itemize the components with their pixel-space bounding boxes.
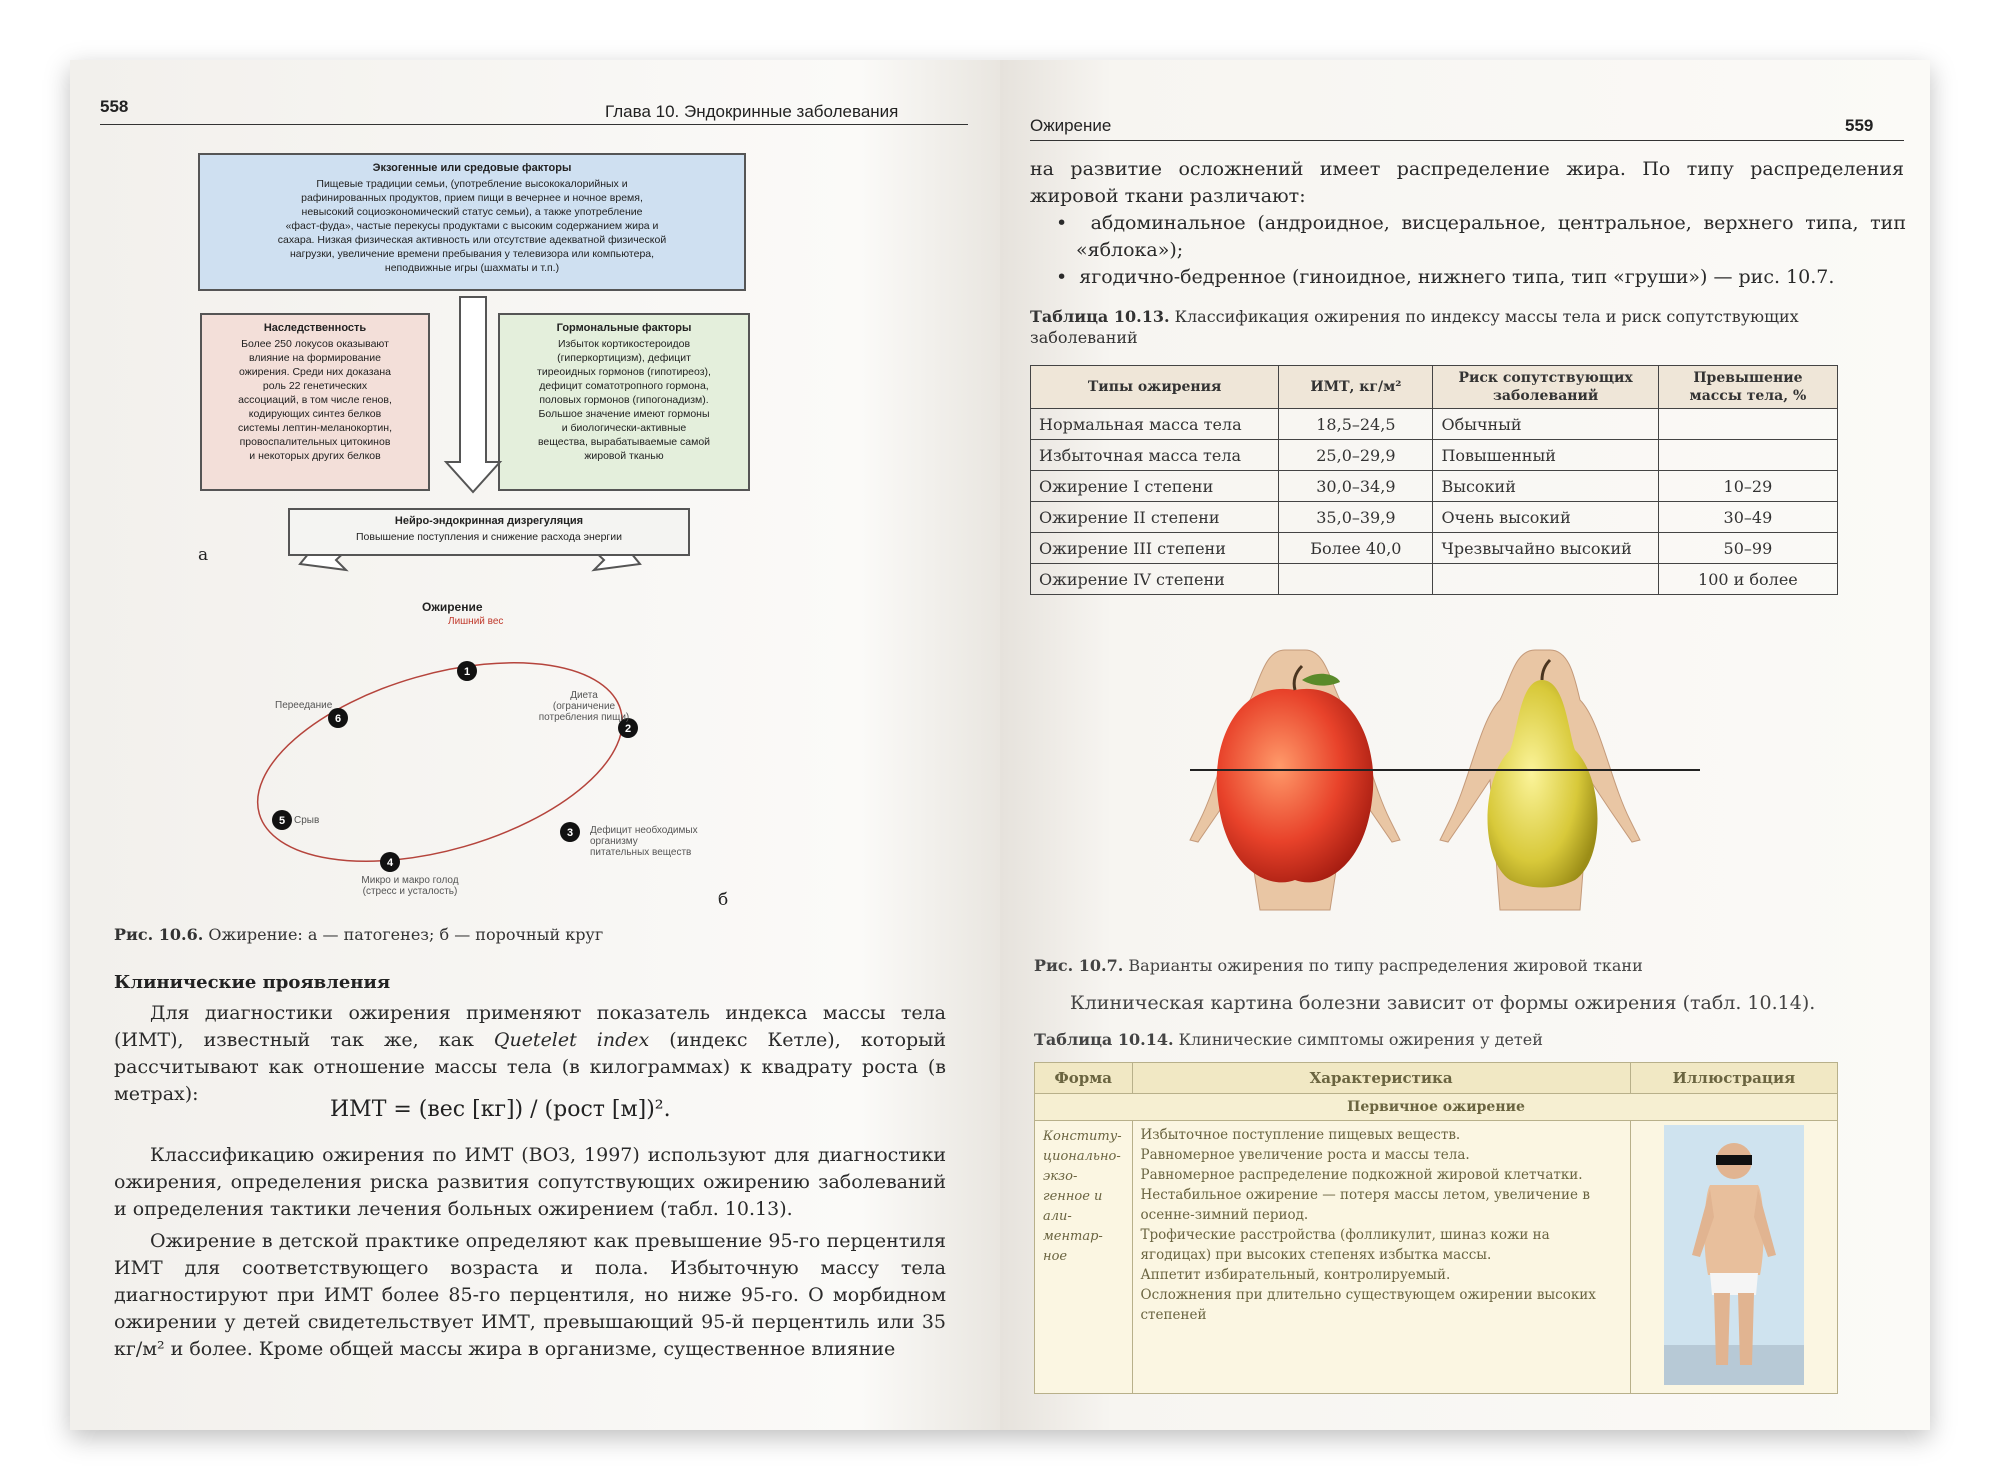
pathogenesis-arrows — [170, 292, 770, 622]
left-page-number: 558 — [100, 97, 129, 116]
caption-text: Варианты ожирения по типу распределения жировой ткани — [1123, 956, 1643, 975]
paragraph-text: Для диагностики ожирения применяют показатель индекса массы тела (ИМТ), известный так же, как — [114, 1002, 946, 1051]
heredity-line: и некоторых других белков — [249, 450, 381, 462]
exogenous-line: «фаст-фуда», частые перекусы продуктами с высоким содержанием жира и — [285, 220, 659, 232]
hormonal-line: половых гормонов (гипогонадизм). — [539, 394, 709, 406]
quetelet-term: Quetelet index — [493, 1029, 650, 1051]
exogenous-factors-box — [198, 153, 746, 291]
pear-body-icon — [1440, 650, 1640, 910]
table-cell: 35,0–39,9 — [1279, 502, 1433, 533]
table-10-13-title — [1030, 306, 1904, 348]
cycle-label-6: Переедание — [275, 700, 333, 711]
cycle-num-1: 1 — [463, 666, 471, 678]
table-cell: Ожирение III степени — [1031, 533, 1279, 564]
symptom-line: Равномерное распределение подкожной жировой клетчатки. — [1140, 1167, 1583, 1183]
heredity-line: ассоциаций, в том числе генов, — [238, 394, 392, 406]
right-page-number: 559 — [1845, 116, 1874, 135]
heredity-line: влияние на формирование — [249, 352, 381, 364]
hormonal-line: тиреоидных гормонов (гипотиреоз), — [537, 366, 711, 378]
label-b: б — [718, 890, 729, 910]
cycle-label-3: Дефицит необходимых организму питательных веществ — [590, 825, 698, 858]
table-cell: 50–99 — [1658, 533, 1837, 564]
hormonal-line: Избыток кортикостероидов — [557, 338, 691, 350]
vicious-cycle-diagram — [230, 650, 650, 880]
hormonal-line: Большое значение имеют гормоны — [538, 408, 710, 420]
cycle-num-6: 6 — [334, 713, 342, 725]
table-subheader: Первичное ожирение — [1035, 1094, 1838, 1121]
bullet-item: • ягодично-бедренное (гиноидное, нижнего типа, тип «груши») — рис. 10.7. — [1056, 266, 1835, 288]
hormonal-line: и биологически-активные — [561, 422, 687, 434]
paragraph-bmi — [114, 1000, 946, 1108]
exogenous-title: Экзогенные или средовые факторы — [372, 162, 572, 174]
table-cell: 100 и более — [1658, 564, 1837, 595]
right-header-rule — [1030, 140, 1904, 141]
cycle-num-3: 3 — [566, 827, 574, 839]
neuro-endocrine-box — [288, 508, 690, 556]
neuro-title: Нейро-эндокринная дизрегуляция — [394, 515, 584, 527]
obesity-shapes-figure — [1180, 640, 1700, 940]
table-cell-illustration — [1630, 1121, 1837, 1394]
table-header: Форма — [1035, 1063, 1133, 1094]
table-cell: 25,0–29,9 — [1279, 440, 1433, 471]
table-cell — [1279, 564, 1433, 595]
heredity-title: Наследственность — [263, 322, 367, 334]
hormonal-title: Гормональные факторы — [556, 322, 692, 334]
table-row — [1031, 533, 1838, 564]
paragraph-clinical-picture: Клиническая картина болезни зависит от формы ожирения (табл. 10.14). — [1070, 992, 1816, 1014]
clinical-symptoms-table — [1034, 1062, 1838, 1394]
table-row — [1031, 409, 1838, 440]
apple-body-icon — [1190, 650, 1400, 910]
left-header-rule — [100, 124, 968, 125]
figure-10-6-caption — [114, 925, 603, 944]
neuro-line: Повышение поступления и снижение расхода энергии — [356, 531, 622, 543]
left-running-head: Глава 10. Эндокринные заболевания — [605, 102, 899, 121]
table-cell: Ожирение II степени — [1031, 502, 1279, 533]
exogenous-line: нагрузки, увеличение времени пребывания у телевизора или компьютера, — [289, 248, 655, 260]
symptom-line: Осложнения при длительно существующем ожирении высоких степеней — [1140, 1287, 1596, 1323]
cycle-label-4: Микро и макро голод (стресс и усталость) — [361, 875, 459, 897]
table-cell: Высокий — [1433, 471, 1658, 502]
bullet-text: абдоминальное (андроидное, висцеральное, центральное, верхнего типа, тип «яблока»); — [1076, 212, 1906, 261]
table-header: Характеристика — [1132, 1063, 1630, 1094]
table-cell: Ожирение I степени — [1031, 471, 1279, 502]
symptom-line: Равномерное увеличение роста и массы тела. — [1140, 1147, 1470, 1163]
caption-number: Рис. 10.6. — [114, 925, 204, 944]
symptom-line: Нестабильное ожирение — потеря массы летом, увеличение в осенне-зимний период. — [1140, 1187, 1590, 1223]
table-row — [1035, 1121, 1838, 1394]
table-10-14-title — [1034, 1030, 1543, 1049]
symptom-line: Трофические расстройства (фолликулит, шиназ кожи на ягодицах) при высоких степенях избытка массы. — [1140, 1227, 1550, 1263]
cycle-num-4: 4 — [386, 857, 394, 869]
table-header: Риск сопутствующих заболеваний — [1433, 366, 1658, 409]
hormonal-line: вещества, вырабатываемые самой — [537, 436, 711, 448]
label-a: а — [198, 545, 209, 565]
paragraph-children: Ожирение в детской практике определяют как превышение 95-го перцентиля ИМТ для соответствующего возраста и пола. Избыточную массу тела диагностируют при ИМТ более 85-го перцентиля, но ниже 95-го. О морбидном ожирении у детей свидетельствует ИМТ, превышающий 95-й перцентиль или 35 кг/м² и более. Кроме общей массы жира в организме, существенное влияние — [114, 1230, 946, 1360]
table-cell: Очень высокий — [1433, 502, 1658, 533]
cycle-num-5: 5 — [278, 815, 286, 827]
table-cell — [1658, 409, 1837, 440]
paragraph-classification: Классификацию ожирения по ИМТ (ВОЗ, 1997) используют для диагностики ожирения, определения риска развития сопутствующих ожирению заболеваний и определения тактики лечения больных ожирением (табл. 10.13). — [114, 1144, 946, 1220]
table-row — [1031, 564, 1838, 595]
heredity-line: роль 22 генетических — [262, 380, 368, 392]
table-row — [1031, 440, 1838, 471]
obesity-label: Ожирение — [422, 600, 483, 614]
table-cell: Ожирение IV степени — [1031, 564, 1279, 595]
table-cell: Избыточная масса тела — [1031, 440, 1279, 471]
hormonal-line: (гиперкортицизм), дефицит — [557, 352, 691, 364]
table-cell: 30,0–34,9 — [1279, 471, 1433, 502]
exogenous-line: сахара. Низкая физическая активность или отсутствие адекватной физической — [277, 234, 667, 246]
child-photo-icon — [1664, 1125, 1804, 1385]
hormonal-line: жировой тканью — [584, 450, 664, 462]
table-header: Иллюстрация — [1630, 1063, 1837, 1094]
table-cell: Чрезвычайно высокий — [1433, 533, 1658, 564]
table-cell: Повышенный — [1433, 440, 1658, 471]
distribution-bullets — [1056, 210, 1906, 291]
table-number: Таблица 10.13. — [1030, 307, 1170, 326]
caption-number: Рис. 10.7. — [1034, 956, 1124, 975]
right-page — [1000, 60, 1930, 1430]
table-cell: 18,5–24,5 — [1279, 409, 1433, 440]
bullet-item: • абдоминальное (андроидное, висцеральное, центральное, верхнего типа, тип «яблока»); — [1056, 212, 1906, 261]
symptom-line: Аппетит избирательный, контролируемый. — [1140, 1267, 1451, 1283]
heredity-line: кодирующих синтез белков — [248, 408, 382, 420]
right-running-head: Ожирение — [1030, 116, 1112, 135]
bmi-formula: ИМТ = (вес [кг]) / (рост [м])². — [330, 1097, 671, 1122]
heredity-line: Более 250 локусов оказывают — [241, 338, 389, 350]
section-title: Клинические проявления — [114, 972, 391, 993]
arrow-down-icon — [446, 297, 500, 492]
heredity-line: ожирения. Среди них доказана — [238, 366, 392, 378]
table-cell: Обычный — [1433, 409, 1658, 440]
excess-weight-label: Лишний вес — [448, 616, 504, 627]
exogenous-line: неподвижные игры (шахматы и т.п.) — [384, 262, 560, 274]
cycle-num-2: 2 — [624, 723, 632, 735]
table-cell: 10–29 — [1658, 471, 1837, 502]
table-header: Типы ожирения — [1031, 366, 1279, 409]
cycle-label-5: Срыв — [294, 815, 320, 826]
table-cell-characteristics — [1132, 1121, 1630, 1394]
bmi-classification-table — [1030, 365, 1838, 595]
hormonal-line: дефицит соматотропного гормона, — [539, 380, 709, 392]
book-spread — [70, 60, 1930, 1430]
figure-10-7-caption — [1034, 956, 1643, 975]
paragraph-text: (индекс Кетле), который рассчитывают как отношение массы тела (в килограммах) к квадрату роста (в метрах): — [114, 1029, 946, 1105]
bullet-text: ягодично-бедренное (гиноидное, нижнего типа, тип «груши») — рис. 10.7. — [1079, 266, 1835, 288]
table-number: Таблица 10.14. — [1034, 1030, 1174, 1049]
table-cell: Более 40,0 — [1279, 533, 1433, 564]
table-title-text: Клинические симптомы ожирения у детей — [1173, 1030, 1543, 1049]
exogenous-line: Пищевые традиции семьи, (употребление высококалорийных и — [316, 178, 628, 190]
table-row — [1031, 471, 1838, 502]
table-header: ИМТ, кг/м² — [1279, 366, 1433, 409]
paragraph-distribution: на развитие осложнений имеет распределение жира. По типу распределения жировой ткани различают: — [1030, 158, 1904, 207]
heredity-line: системы лептин-меланокортин, — [237, 422, 393, 434]
table-row — [1031, 502, 1838, 533]
left-page — [70, 60, 1000, 1430]
table-cell: 30–49 — [1658, 502, 1837, 533]
table-header: Превышение массы тела, % — [1658, 366, 1837, 409]
symptom-line: Избыточное поступление пищевых веществ. — [1140, 1127, 1461, 1143]
cycle-label-2: Диета (ограничение потребления пищи) — [538, 690, 630, 723]
table-cell: Нормальная масса тела — [1031, 409, 1279, 440]
heredity-line: провоспалительных цитокинов — [239, 436, 391, 448]
table-cell-form: Конститу-ционально-экзо-генное и али-ментар-ное — [1035, 1121, 1133, 1394]
exogenous-line: рафинированных продуктов, прием пищи в вечернее и ночное время, — [301, 192, 643, 204]
exogenous-line: невысокий социоэкономический статус семьи), а также употребление — [301, 206, 643, 218]
table-cell — [1433, 564, 1658, 595]
table-cell — [1658, 440, 1837, 471]
caption-text: Ожирение: а — патогенез; б — порочный круг — [203, 925, 604, 944]
table-title-text: Классификация ожирения по индексу массы тела и риск сопутствующих заболеваний — [1030, 307, 1799, 347]
